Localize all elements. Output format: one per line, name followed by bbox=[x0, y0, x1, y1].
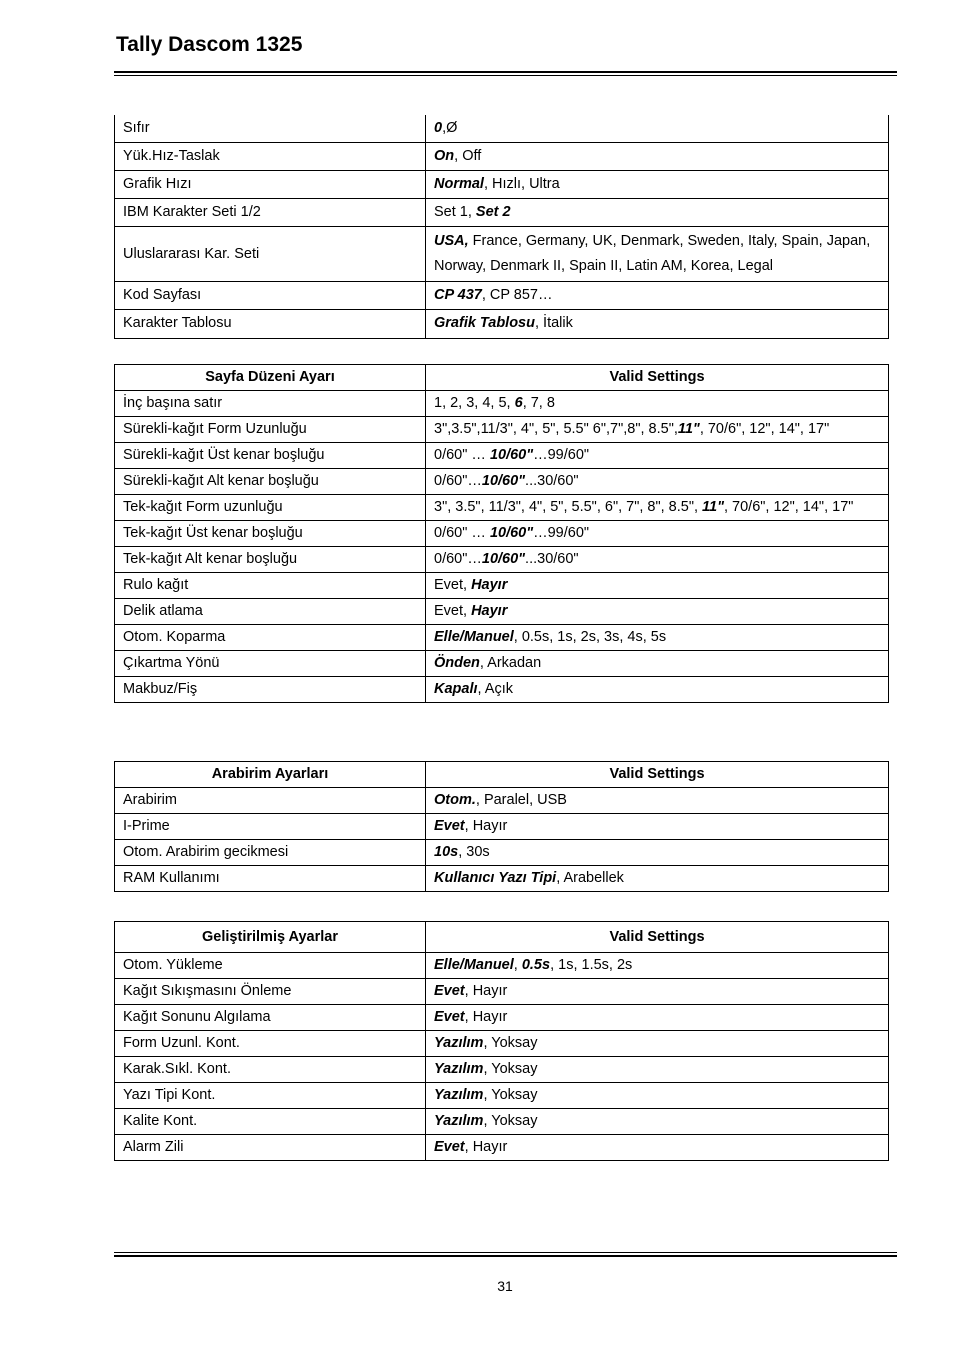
setting-name: Tek-kağıt Üst kenar boşluğu bbox=[115, 521, 426, 547]
value-text: , Yoksay bbox=[483, 1035, 538, 1051]
setting-name: Uluslararası Kar. Seti bbox=[115, 227, 426, 282]
value-text: , 0.5s, 1s, 2s, 3s, 4s, 5s bbox=[513, 629, 667, 645]
setting-name: Otom. Koparma bbox=[115, 625, 426, 651]
value-text: , Hayır bbox=[464, 1139, 508, 1155]
table-row bbox=[115, 391, 889, 417]
footer-rule bbox=[114, 1255, 897, 1257]
default-value: Evet bbox=[434, 818, 465, 834]
value-text: , 70/6", 12", 14", 17" bbox=[699, 421, 830, 437]
table-row bbox=[115, 677, 889, 703]
value-text: , bbox=[513, 957, 522, 973]
table-row bbox=[115, 599, 889, 625]
value-text: Evet, bbox=[434, 577, 472, 593]
settings-table-general bbox=[114, 115, 889, 339]
setting-name: Delik atlama bbox=[115, 599, 426, 625]
value-text: 0/60" … bbox=[434, 525, 490, 541]
table-row bbox=[115, 573, 889, 599]
default-value: 10s bbox=[434, 844, 459, 860]
value-text: ...30/60" bbox=[525, 473, 579, 489]
setting-name: Arabirim bbox=[115, 788, 426, 814]
value-text: 0/60"… bbox=[434, 473, 482, 489]
value-text: 1, 2, 3, 4, 5, bbox=[434, 395, 515, 411]
table-row bbox=[115, 788, 889, 814]
default-value: 10/60" bbox=[481, 551, 526, 567]
table-row bbox=[115, 227, 889, 282]
default-value: 10/60" bbox=[481, 473, 526, 489]
table-row bbox=[115, 469, 889, 495]
default-value: Elle/Manuel bbox=[434, 629, 514, 645]
header-rule-thin bbox=[114, 75, 897, 76]
table-row bbox=[115, 1031, 889, 1057]
column-header-setting: Sayfa Düzeni Ayarı bbox=[115, 365, 426, 391]
value-text: , İtalik bbox=[534, 315, 573, 332]
setting-name: İnç başına satır bbox=[115, 391, 426, 417]
default-value: 0.5s bbox=[521, 957, 551, 973]
value-text: Set 1, bbox=[434, 204, 476, 221]
column-header-valid-settings: Valid Settings bbox=[426, 922, 889, 953]
setting-name: Karakter Tablosu bbox=[115, 310, 426, 338]
default-value: Yazılım bbox=[434, 1035, 484, 1051]
setting-name: Sürekli-kağıt Form Uzunluğu bbox=[115, 417, 426, 443]
value-text: , Açık bbox=[477, 681, 513, 697]
setting-values bbox=[426, 677, 889, 703]
value-text: …99/60" bbox=[533, 447, 590, 463]
value-text: , Arkadan bbox=[479, 655, 542, 671]
setting-values bbox=[426, 547, 889, 573]
value-text: ...30/60" bbox=[525, 551, 579, 567]
table-row bbox=[115, 1109, 889, 1135]
default-value: Normal bbox=[434, 176, 484, 193]
value-text: , Hayır bbox=[464, 818, 508, 834]
setting-values bbox=[426, 866, 889, 892]
default-value: 11" bbox=[677, 421, 700, 437]
default-value: Yazılım bbox=[434, 1061, 484, 1077]
value-text: , 30s bbox=[458, 844, 490, 860]
default-value: Elle/Manuel bbox=[434, 957, 514, 973]
setting-values bbox=[426, 788, 889, 814]
setting-name: IBM Karakter Seti 1/2 bbox=[115, 199, 426, 227]
settings-table-advanced bbox=[114, 921, 889, 1161]
default-value: Evet bbox=[434, 983, 465, 999]
table-row bbox=[115, 1083, 889, 1109]
setting-values bbox=[426, 840, 889, 866]
setting-name: Kod Sayfası bbox=[115, 282, 426, 310]
table-header-row bbox=[115, 365, 889, 391]
value-text: , 7, 8 bbox=[522, 395, 555, 411]
setting-name: Grafik Hızı bbox=[115, 171, 426, 199]
value-text: , Arabellek bbox=[556, 870, 624, 886]
setting-name: RAM Kullanımı bbox=[115, 866, 426, 892]
table-row bbox=[115, 443, 889, 469]
setting-values bbox=[426, 199, 889, 227]
table-row bbox=[115, 840, 889, 866]
table-header-row bbox=[115, 762, 889, 788]
setting-name: Kağıt Sonunu Algılama bbox=[115, 1005, 426, 1031]
value-text: , Hızlı, Ultra bbox=[483, 176, 560, 193]
setting-values bbox=[426, 599, 889, 625]
default-value: CP 437 bbox=[434, 287, 482, 304]
setting-values bbox=[426, 171, 889, 199]
setting-name: Form Uzunl. Kont. bbox=[115, 1031, 426, 1057]
table-row bbox=[115, 282, 889, 310]
settings-table-interface bbox=[114, 761, 889, 892]
value-text: , 70/6", 12", 14", 17" bbox=[723, 499, 854, 515]
setting-values bbox=[426, 953, 889, 979]
setting-name: Makbuz/Fiş bbox=[115, 677, 426, 703]
value-text: , Off bbox=[454, 148, 482, 165]
table-row bbox=[115, 115, 889, 143]
column-header-valid-settings: Valid Settings bbox=[426, 762, 889, 788]
default-value: 11" bbox=[702, 499, 724, 515]
value-text: 0/60"… bbox=[434, 551, 482, 567]
default-value: Yazılım bbox=[434, 1087, 484, 1103]
setting-values bbox=[426, 443, 889, 469]
header-rule bbox=[114, 71, 897, 73]
setting-values bbox=[426, 417, 889, 443]
setting-name: Yazı Tipi Kont. bbox=[115, 1083, 426, 1109]
table-row bbox=[115, 1005, 889, 1031]
value-text: , Yoksay bbox=[483, 1113, 538, 1129]
setting-values bbox=[426, 1109, 889, 1135]
default-value: Evet bbox=[434, 1139, 465, 1155]
table-row bbox=[115, 199, 889, 227]
column-header-setting: Geliştirilmiş Ayarlar bbox=[115, 922, 426, 953]
setting-name: Alarm Zili bbox=[115, 1135, 426, 1161]
table-row bbox=[115, 625, 889, 651]
value-text: 0/60" … bbox=[434, 447, 490, 463]
table-row bbox=[115, 547, 889, 573]
default-value: Kullanıcı Yazı Tipi bbox=[434, 870, 557, 886]
default-value: Kapalı bbox=[434, 681, 478, 697]
table-row bbox=[115, 495, 889, 521]
column-header-valid-settings: Valid Settings bbox=[426, 365, 889, 391]
setting-name: Otom. Arabirim gecikmesi bbox=[115, 840, 426, 866]
default-value: On bbox=[434, 148, 455, 165]
setting-values bbox=[426, 651, 889, 677]
default-value: Hayır bbox=[471, 603, 508, 619]
page-title: Tally Dascom 1325 bbox=[116, 33, 303, 56]
setting-name: Sıfır bbox=[115, 115, 426, 143]
default-value: 6 bbox=[514, 395, 523, 411]
default-value: Otom. bbox=[434, 792, 476, 808]
setting-values bbox=[426, 979, 889, 1005]
default-value: Evet bbox=[434, 1009, 465, 1025]
setting-name: Karak.Sıkl. Kont. bbox=[115, 1057, 426, 1083]
value-text: , 1s, 1.5s, 2s bbox=[550, 957, 633, 973]
value-text: Evet, bbox=[434, 603, 472, 619]
default-value: Hayır bbox=[471, 577, 508, 593]
value-text: , Hayır bbox=[464, 1009, 508, 1025]
setting-name: I-Prime bbox=[115, 814, 426, 840]
value-text: France, Germany, UK, Denmark, Sweden, Italy, Spain, Japan, Norway, Denmark II, Spain II, Latin AM, Korea, Legal bbox=[434, 233, 871, 275]
value-text: , Yoksay bbox=[483, 1087, 538, 1103]
value-text: …99/60" bbox=[533, 525, 590, 541]
table-row bbox=[115, 417, 889, 443]
setting-values bbox=[426, 391, 889, 417]
setting-values bbox=[426, 115, 889, 143]
table-row bbox=[115, 814, 889, 840]
default-value: 10/60" bbox=[489, 447, 534, 463]
setting-name: Tek-kağıt Alt kenar boşluğu bbox=[115, 547, 426, 573]
table-row bbox=[115, 1135, 889, 1161]
default-value: Grafik Tablosu bbox=[434, 315, 535, 332]
default-value: USA, bbox=[434, 233, 469, 250]
setting-name: Çıkartma Yönü bbox=[115, 651, 426, 677]
value-text: , Paralel, USB bbox=[475, 792, 567, 808]
table-header-row bbox=[115, 922, 889, 953]
setting-values bbox=[426, 1057, 889, 1083]
setting-name: Kağıt Sıkışmasını Önleme bbox=[115, 979, 426, 1005]
table-row bbox=[115, 651, 889, 677]
default-value: Yazılım bbox=[434, 1113, 484, 1129]
value-text: 3",3.5",11/3", 4", 5", 5.5" 6",7",8", 8.5", bbox=[434, 421, 678, 437]
setting-values bbox=[426, 1135, 889, 1161]
default-value: Önden bbox=[434, 655, 480, 671]
setting-values bbox=[426, 282, 889, 310]
table-row bbox=[115, 521, 889, 547]
setting-name: Kalite Kont. bbox=[115, 1109, 426, 1135]
value-text: 3", 3.5", 11/3", 4", 5", 5.5", 6", 7", 8", 8.5", bbox=[434, 499, 703, 515]
setting-values bbox=[426, 1031, 889, 1057]
setting-values bbox=[426, 469, 889, 495]
setting-values bbox=[426, 310, 889, 338]
table-row bbox=[115, 143, 889, 171]
table-row bbox=[115, 1057, 889, 1083]
table-row bbox=[115, 310, 889, 338]
setting-values bbox=[426, 814, 889, 840]
value-text: , Yoksay bbox=[483, 1061, 538, 1077]
setting-values bbox=[426, 1083, 889, 1109]
table-row bbox=[115, 171, 889, 199]
setting-name: Tek-kağıt Form uzunluğu bbox=[115, 495, 426, 521]
settings-table-page-layout bbox=[114, 364, 889, 703]
table-row bbox=[115, 953, 889, 979]
footer-rule-thin bbox=[114, 1252, 897, 1253]
table-row bbox=[115, 866, 889, 892]
setting-values bbox=[426, 227, 889, 282]
setting-values bbox=[426, 143, 889, 171]
default-value: 0 bbox=[434, 120, 443, 137]
setting-values bbox=[426, 495, 889, 521]
default-value: Set 2 bbox=[475, 204, 511, 221]
setting-values bbox=[426, 1005, 889, 1031]
default-value: 10/60" bbox=[489, 525, 534, 541]
setting-name: Otom. Yükleme bbox=[115, 953, 426, 979]
page-number: 31 bbox=[497, 1278, 513, 1294]
value-text: , Hayır bbox=[464, 983, 508, 999]
setting-name: Yük.Hız-Taslak bbox=[115, 143, 426, 171]
setting-values bbox=[426, 573, 889, 599]
column-header-setting: Arabirim Ayarları bbox=[115, 762, 426, 788]
setting-name: Sürekli-kağıt Alt kenar boşluğu bbox=[115, 469, 426, 495]
table-row bbox=[115, 979, 889, 1005]
setting-name: Sürekli-kağıt Üst kenar boşluğu bbox=[115, 443, 426, 469]
value-text: ,Ø bbox=[442, 120, 458, 137]
value-text: , CP 857… bbox=[481, 287, 553, 304]
setting-values bbox=[426, 521, 889, 547]
setting-name: Rulo kağıt bbox=[115, 573, 426, 599]
setting-values bbox=[426, 625, 889, 651]
